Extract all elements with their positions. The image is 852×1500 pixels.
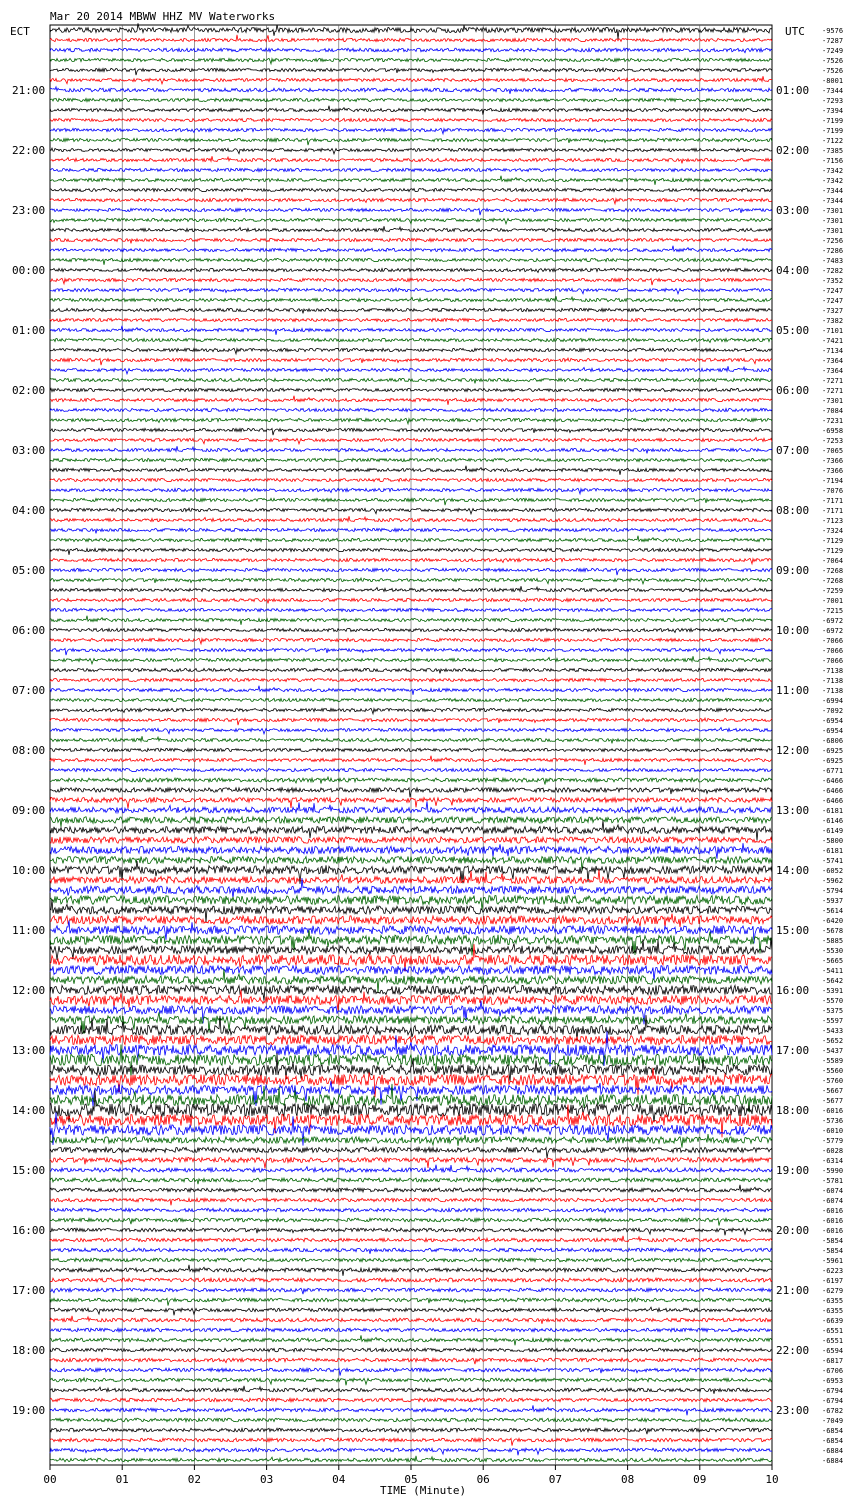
trace-value: -5665 <box>822 957 844 965</box>
trace-value: -5990 <box>822 1167 844 1175</box>
trace-value: -7327 <box>822 307 844 315</box>
x-tick-label: 09 <box>693 1473 707 1486</box>
left-hour-label: 21:00 <box>12 84 46 97</box>
trace-value: -5678 <box>822 927 844 935</box>
trace-value: -7129 <box>822 537 844 545</box>
trace-value: -6706 <box>822 1367 844 1375</box>
trace-value: -7199 <box>822 117 844 125</box>
right-hour-label: 10:00 <box>776 624 810 637</box>
trace-value: -7138 <box>822 687 844 695</box>
trace-value: -6972 <box>822 617 844 625</box>
trace-value: -7001 <box>822 597 844 605</box>
trace-value: -7138 <box>822 677 844 685</box>
trace-value: -6223 <box>822 1267 844 1275</box>
trace-value: -5667 <box>822 1087 844 1095</box>
trace-value: -7123 <box>822 517 844 525</box>
right-hour-label: 17:00 <box>776 1044 810 1057</box>
trace-value: -7286 <box>822 247 844 255</box>
trace-value: -6972 <box>822 627 844 635</box>
trace-value: -6197 <box>822 1277 844 1285</box>
trace-value: -6279 <box>822 1287 844 1295</box>
trace-value: -5589 <box>822 1057 844 1065</box>
trace-value: -6181 <box>822 807 844 815</box>
trace-value: -7138 <box>822 667 844 675</box>
trace-value: -6466 <box>822 777 844 785</box>
trace-value: -5741 <box>822 857 844 865</box>
trace-value: -6639 <box>822 1317 844 1325</box>
trace-value: -7301 <box>822 207 844 215</box>
trace-value: -6771 <box>822 767 844 775</box>
trace-value: -7301 <box>822 217 844 225</box>
trace-value: -6594 <box>822 1347 844 1355</box>
trace-value: -6551 <box>822 1337 844 1345</box>
trace-value: -5530 <box>822 947 844 955</box>
trace-value: -6016 <box>822 1227 844 1235</box>
trace-value: -7066 <box>822 637 844 645</box>
trace-value: -7324 <box>822 527 844 535</box>
left-hour-label: 16:00 <box>12 1224 46 1237</box>
trace-value: -7199 <box>822 127 844 135</box>
trace-value: -7483 <box>822 257 844 265</box>
trace-value: -5962 <box>822 877 844 885</box>
trace-value: -6149 <box>822 827 844 835</box>
trace-value: -7066 <box>822 657 844 665</box>
trace-value: -5961 <box>822 1257 844 1265</box>
trace-value: -6181 <box>822 847 844 855</box>
trace-value: -7282 <box>822 267 844 275</box>
trace-value: -5760 <box>822 1077 844 1085</box>
right-hour-label: 18:00 <box>776 1104 810 1117</box>
trace-value: -6551 <box>822 1327 844 1335</box>
left-hour-label: 07:00 <box>12 684 46 697</box>
left-hour-label: 13:00 <box>12 1044 46 1057</box>
trace-value: -7171 <box>822 507 844 515</box>
right-hour-labels <box>776 84 809 1417</box>
left-hour-label: 17:00 <box>12 1284 46 1297</box>
trace-value: -6782 <box>822 1407 844 1415</box>
left-hour-label: 10:00 <box>12 864 46 877</box>
trace-value: -6953 <box>822 1377 844 1385</box>
trace-value: -7287 <box>822 37 844 45</box>
trace-value: -7526 <box>822 67 844 75</box>
left-hour-label: 09:00 <box>12 804 46 817</box>
trace-value: -6016 <box>822 1207 844 1215</box>
trace-value: -7194 <box>822 477 844 485</box>
trace-value: -7421 <box>822 337 844 345</box>
right-hour-label: 11:00 <box>776 684 810 697</box>
trace-value: -6420 <box>822 917 844 925</box>
trace-value: -5437 <box>822 1047 844 1055</box>
trace-value: -7215 <box>822 607 844 615</box>
trace-value: -7268 <box>822 567 844 575</box>
left-hour-label: 23:00 <box>12 204 46 217</box>
right-hour-label: 09:00 <box>776 564 810 577</box>
trace-value: -6854 <box>822 1437 844 1445</box>
trace-value: -7156 <box>822 157 844 165</box>
trace-value: -6954 <box>822 727 844 735</box>
trace-value: -7129 <box>822 547 844 555</box>
x-tick-label: 10 <box>765 1473 779 1486</box>
trace-value: -7101 <box>822 327 844 335</box>
trace-value: -7301 <box>822 227 844 235</box>
trace-value: -6355 <box>822 1307 844 1315</box>
left-hour-labels <box>12 84 45 1417</box>
x-tick-label: 01 <box>115 1473 129 1486</box>
right-hour-label: 12:00 <box>776 744 810 757</box>
trace-value: -7084 <box>822 407 844 415</box>
trace-value: -6958 <box>822 427 844 435</box>
trace-value: -7259 <box>822 587 844 595</box>
right-axis-label: UTC <box>785 25 805 38</box>
x-tick-label: 04 <box>332 1473 346 1486</box>
trace-value: -5854 <box>822 1237 844 1245</box>
left-hour-label: 05:00 <box>12 564 46 577</box>
trace-value: -7342 <box>822 167 844 175</box>
trace-value: -7301 <box>822 397 844 405</box>
trace-value: -6355 <box>822 1297 844 1305</box>
trace-value: -7092 <box>822 707 844 715</box>
trace-value: -5677 <box>822 1097 844 1105</box>
left-hour-label: 18:00 <box>12 1344 46 1357</box>
right-hour-label: 20:00 <box>776 1224 810 1237</box>
trace-value: -5794 <box>822 887 844 895</box>
right-hour-label: 13:00 <box>776 804 810 817</box>
x-tick-label: 03 <box>259 1473 274 1486</box>
trace-value: -6016 <box>822 1217 844 1225</box>
left-hour-label: 03:00 <box>12 444 46 457</box>
trace-value: -7293 <box>822 97 844 105</box>
trace-value: -5375 <box>822 1007 844 1015</box>
trace-value: -7066 <box>822 647 844 655</box>
left-hour-label: 06:00 <box>12 624 46 637</box>
trace-value: -7231 <box>822 417 844 425</box>
trace-value: -7342 <box>822 177 844 185</box>
trace-value: -5560 <box>822 1067 844 1075</box>
trace-value: -7049 <box>822 1417 844 1425</box>
trace-value: -6794 <box>822 1387 844 1395</box>
left-hour-label: 15:00 <box>12 1164 46 1177</box>
x-tick-label: 00 <box>43 1473 57 1486</box>
left-axis-label: ECT <box>10 25 30 38</box>
trace-value: -5800 <box>822 837 844 845</box>
right-hour-label: 07:00 <box>776 444 810 457</box>
trace-value: -7134 <box>822 347 844 355</box>
left-hour-label: 08:00 <box>12 744 46 757</box>
trace-value: -7394 <box>822 107 844 115</box>
trace-value: -6314 <box>822 1157 844 1165</box>
right-hour-label: 02:00 <box>776 144 810 157</box>
right-hour-label: 23:00 <box>776 1404 810 1417</box>
trace-value: -7065 <box>822 447 844 455</box>
trace-value: -7385 <box>822 147 844 155</box>
trace-value: -6146 <box>822 817 844 825</box>
trace-value: -6954 <box>822 717 844 725</box>
left-hour-label: 00:00 <box>12 264 46 277</box>
trace-value: -5885 <box>822 937 844 945</box>
trace-value: -6925 <box>822 757 844 765</box>
trace-value: -7247 <box>822 287 844 295</box>
trace-value: -9576 <box>822 27 844 35</box>
left-hour-label: 19:00 <box>12 1404 46 1417</box>
trace-value: -7344 <box>822 197 844 205</box>
trace-value: -8001 <box>822 77 844 85</box>
trace-value: -6028 <box>822 1147 844 1155</box>
trace-value: -6074 <box>822 1197 844 1205</box>
left-hour-label: 22:00 <box>12 144 46 157</box>
trace-value: -7344 <box>822 187 844 195</box>
trace-value: -7247 <box>822 297 844 305</box>
trace-value: -7364 <box>822 367 844 375</box>
x-tick-label: 05 <box>404 1473 418 1486</box>
right-hour-label: 15:00 <box>776 924 810 937</box>
trace-value: -5433 <box>822 1027 844 1035</box>
trace-value: -5937 <box>822 897 844 905</box>
trace-value: -7171 <box>822 497 844 505</box>
left-hour-label: 01:00 <box>12 324 46 337</box>
right-hour-label: 21:00 <box>776 1284 810 1297</box>
trace-value: -7526 <box>822 57 844 65</box>
trace-value: -7256 <box>822 237 844 245</box>
left-hour-label: 12:00 <box>12 984 46 997</box>
x-axis-label: TIME (Minute) <box>380 1484 467 1497</box>
x-axis-ticks <box>43 1465 778 1486</box>
trace-value: -6806 <box>822 737 844 745</box>
trace-value: -6052 <box>822 867 844 875</box>
chart-title: Mar 20 2014 MBWW HHZ MV Waterworks <box>50 10 276 23</box>
right-hour-label: 14:00 <box>776 864 810 877</box>
trace-value: -5854 <box>822 1247 844 1255</box>
trace-value: -7122 <box>822 137 844 145</box>
left-hour-label: 11:00 <box>12 924 46 937</box>
right-hour-label: 01:00 <box>776 84 810 97</box>
trace-value: -6884 <box>822 1447 844 1455</box>
right-hour-label: 03:00 <box>776 204 810 217</box>
left-hour-label: 04:00 <box>12 504 46 517</box>
trace-value: -7366 <box>822 457 844 465</box>
trace-value: -5652 <box>822 1037 844 1045</box>
trace-value: -6884 <box>822 1457 844 1465</box>
trace-value: -6016 <box>822 1107 844 1115</box>
trace-value: -6854 <box>822 1427 844 1435</box>
trace-value: -6466 <box>822 797 844 805</box>
trace-value: -6794 <box>822 1397 844 1405</box>
trace-value: -6925 <box>822 747 844 755</box>
right-hour-label: 08:00 <box>776 504 810 517</box>
trace-value: -5779 <box>822 1137 844 1145</box>
trace-value: -5781 <box>822 1177 844 1185</box>
right-trace-values <box>822 27 843 1465</box>
left-hour-label: 14:00 <box>12 1104 46 1117</box>
trace-value: -5642 <box>822 977 844 985</box>
left-hour-label: 02:00 <box>12 384 46 397</box>
trace-value: -7249 <box>822 47 844 55</box>
trace-value: -5614 <box>822 907 844 915</box>
trace-value: -7352 <box>822 277 844 285</box>
x-tick-label: 07 <box>548 1473 563 1486</box>
trace-value: -5736 <box>822 1117 844 1125</box>
trace-value: -5411 <box>822 967 844 975</box>
trace-value: -7064 <box>822 557 844 565</box>
trace-value: -7271 <box>822 387 844 395</box>
trace-value: -6466 <box>822 787 844 795</box>
x-tick-label: 02 <box>187 1473 202 1486</box>
trace-value: -7382 <box>822 317 844 325</box>
trace-value: -7076 <box>822 487 844 495</box>
trace-value: -5391 <box>822 987 844 995</box>
right-hour-label: 06:00 <box>776 384 810 397</box>
trace-value: -6074 <box>822 1187 844 1195</box>
trace-value: -6010 <box>822 1127 844 1135</box>
trace-value: -6994 <box>822 697 844 705</box>
right-hour-label: 05:00 <box>776 324 810 337</box>
x-tick-label: 08 <box>620 1473 635 1486</box>
trace-value: -7271 <box>822 377 844 385</box>
right-hour-label: 04:00 <box>776 264 810 277</box>
right-hour-label: 22:00 <box>776 1344 810 1357</box>
trace-value: -5570 <box>822 997 844 1005</box>
right-hour-label: 16:00 <box>776 984 810 997</box>
trace-value: -7364 <box>822 357 844 365</box>
trace-value: -7344 <box>822 87 844 95</box>
trace-value: -5597 <box>822 1017 844 1025</box>
trace-value: -6817 <box>822 1357 844 1365</box>
trace-value: -7268 <box>822 577 844 585</box>
right-hour-label: 19:00 <box>776 1164 810 1177</box>
trace-value: -7366 <box>822 467 844 475</box>
trace-value: -7253 <box>822 437 844 445</box>
x-tick-label: 06 <box>476 1473 490 1486</box>
